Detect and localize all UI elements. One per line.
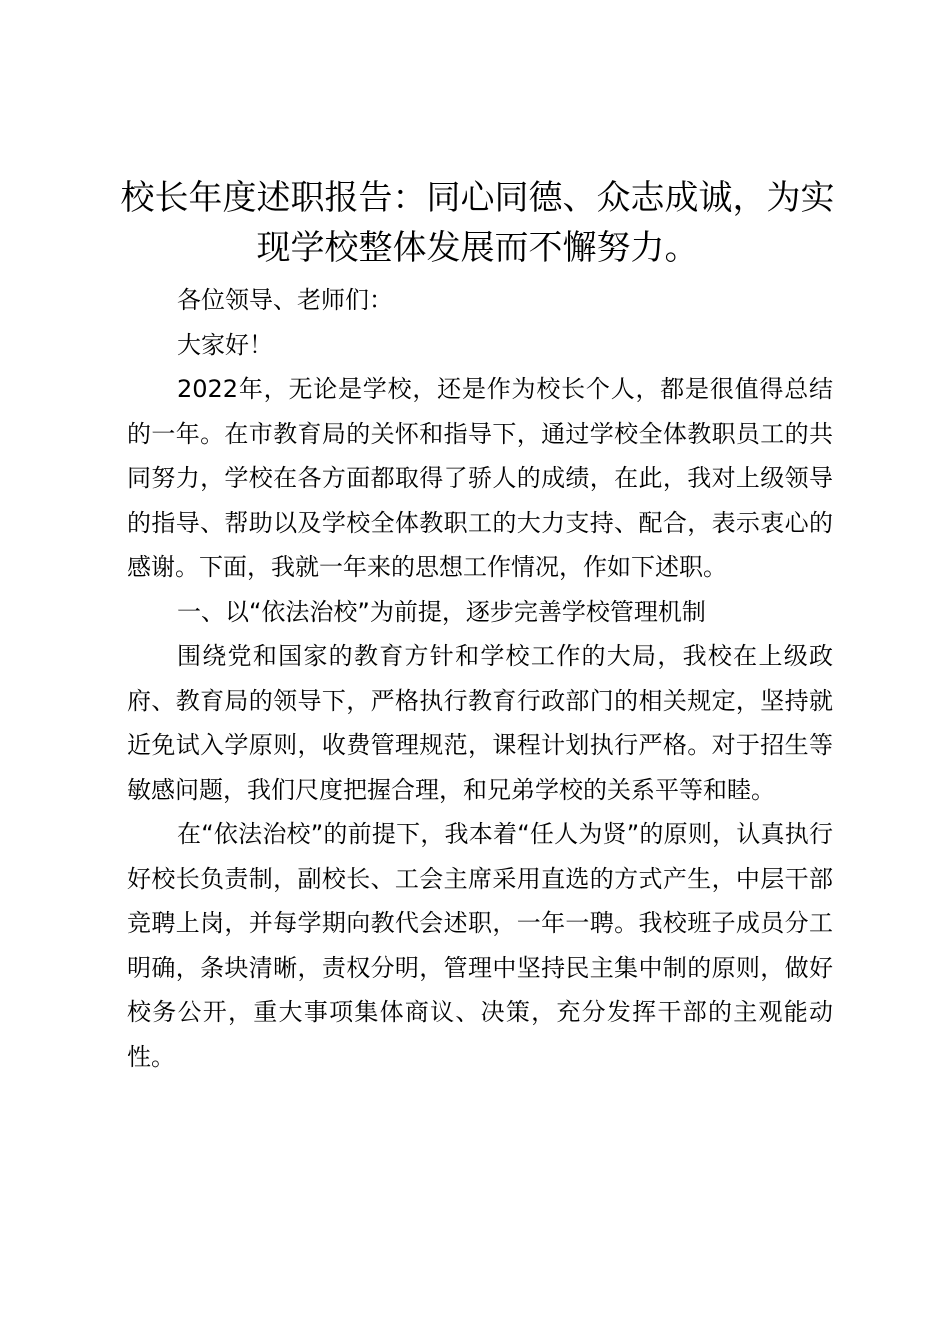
body-paragraph: 在“依法治校”的前提下，我本着“任人为贤”的原则，认真执行好校长负责制，副校长、工会主席采用直选的方式产生，中层干部竞聘上岗，并每学期向教代会述职，一年一聘。我校班子成员分工明确，条块清晰，责权分明，管理中坚持民主集中制的原则，做好校务公开，重大事项集体商议、决策，充分发挥干部的主观能动性。 [127, 820, 833, 1071]
salutation-paragraph: 各位领导、老师们： [177, 286, 393, 314]
body-paragraph: 围绕党和国家的教育方针和学校工作的大局，我校在上级政府、教育局的领导下，严格执行教育行政部门的相关规定，坚持就近免试入学原则，收费管理规范，课程计划执行严格。对于招生等敏感问题，我们尺度把握合理，和兄弟学校的关系平等和睦。 [127, 642, 833, 804]
section-heading: 一、以“依法治校”为前提，逐步完善学校管理机制 [177, 597, 706, 626]
document-title: 校长年度述职报告：同心同德、众志成诚，为实现学校整体发展而不懈努力。 [120, 178, 835, 268]
document-body [127, 278, 833, 1079]
greeting-paragraph: 大家好！ [177, 330, 273, 359]
intro-paragraph: 2022年，无论是学校，还是作为校长个人，都是很值得总结的一年。在市教育局的关怀和指导下，通过学校全体教职员工的共同努力，学校在各方面都取得了骄人的成绩，在此，我对上级领导的指导、帮助以及学校全体教职工的大力支持、配合，表示衷心的感谢。下面，我就一年来的思想工作情况，作如下述职。 [127, 375, 833, 581]
